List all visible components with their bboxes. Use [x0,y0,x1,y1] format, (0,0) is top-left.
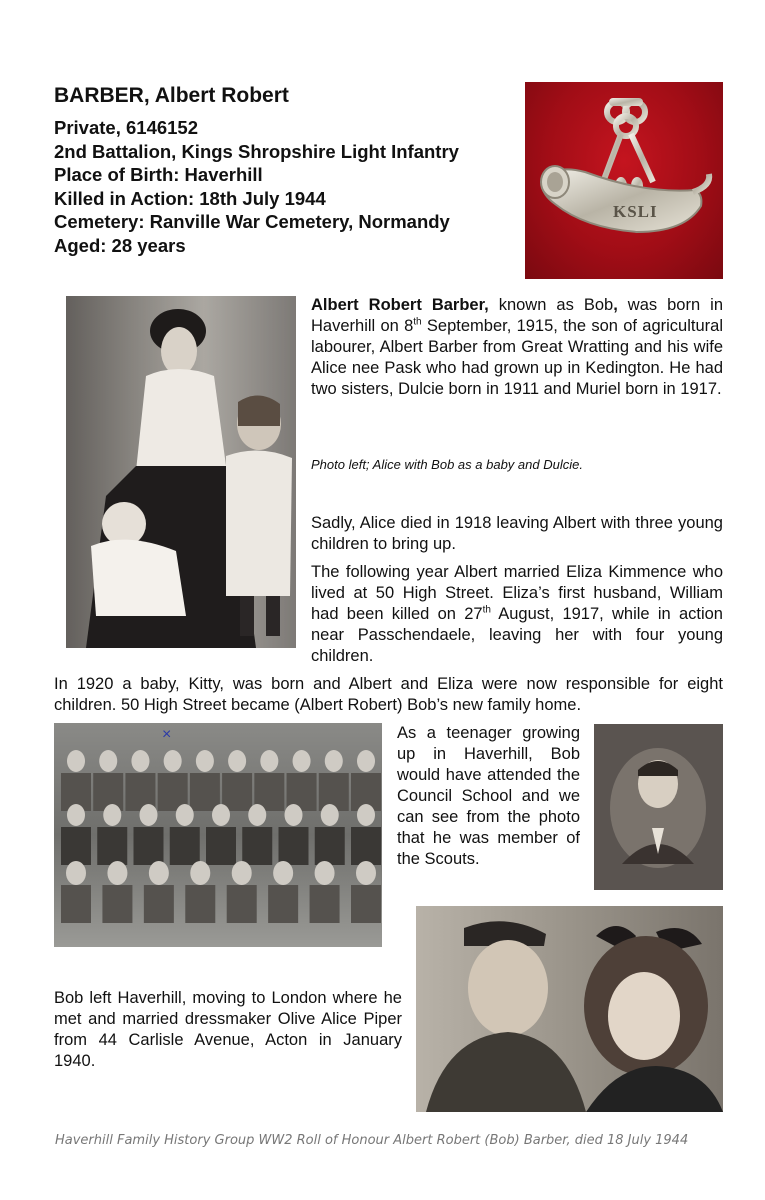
intro-text-3: September, 1915, the son of agricultural labourer, Albert Barber from Great Wratting and his wife Alice nee Pask who had grown up in Kedington. He had two sisters, Dulcie born in 1911 and Muriel born in 1917. [311,317,723,398]
place-of-birth: Place of Birth: Haverhill [54,164,263,185]
intro-name-bold: Albert Robert Barber, [311,296,489,314]
bugle-badge-icon [525,82,723,279]
ksli-cap-badge-photo [525,82,723,279]
intro-text-1: known as Bob [488,296,614,314]
paragraph-teenager: As a teenager growing up in Haverhill, Bob would have attended the Council School and we can see from the photo that he was member of the Scouts. [397,724,580,868]
paragraph-london: Bob left Haverhill, moving to London where he met and married dressmaker Olive Alice Piper from 44 Carlisle Avenue, Acton in January 1940. [54,989,402,1070]
killed-in-action: Killed in Action: 18th July 1944 [54,187,326,209]
paragraph-sadly: Sadly, Alice died in 1918 leaving Albert with three young children to bring up. [311,514,723,553]
paragraph-1920: In 1920 a baby, Kitty, was born and Albert and Eliza were now responsible for eight children. 50 High Street became (Albert Robert) Bob’s new family home. [54,675,723,714]
svg-text:×: × [162,726,172,743]
footer-caption: Haverhill Family History Group WW2 Roll of Honour Albert Robert (Bob) Barber, died 18 July 1944 [55,1133,689,1148]
scouts-group-photo [54,723,382,947]
rank-number: Private, 6146152 [54,117,199,138]
cemetery: Cemetery: Ranville War Cemetery, Normandy [54,211,450,232]
intro-comma-bold: , [613,296,618,314]
family-photo-alice-bob-dulcie [66,296,296,648]
bob-and-olive-photo [416,906,723,1112]
bob-portrait-photo [594,724,723,890]
service-details [54,116,459,257]
photo-caption: Photo left; Alice with Bob as a baby and Dulcie. [311,457,583,472]
intro-superscript: th [413,316,422,328]
unit: 2nd Battalion, Kings Shropshire Light Infantry [54,140,459,162]
badge-letters: KSLI [613,202,658,221]
paragraph-following-year [311,562,723,667]
age: Aged: 28 years [54,234,186,256]
following-superscript: th [482,604,491,616]
intro-text-2: was born in Haverhill on 8 [311,296,723,335]
following-text-1: The following year Albert married Eliza Kimmence who lived at 50 High Street. Eliza’s first husband, William had been killed on 27 [311,563,723,623]
following-text-2: August, 1917, while in action near Passchendaele, leaving her with four young children. [311,605,723,665]
soldier-name: BARBER, Albert Robert [54,84,289,107]
intro-paragraph [311,295,723,400]
